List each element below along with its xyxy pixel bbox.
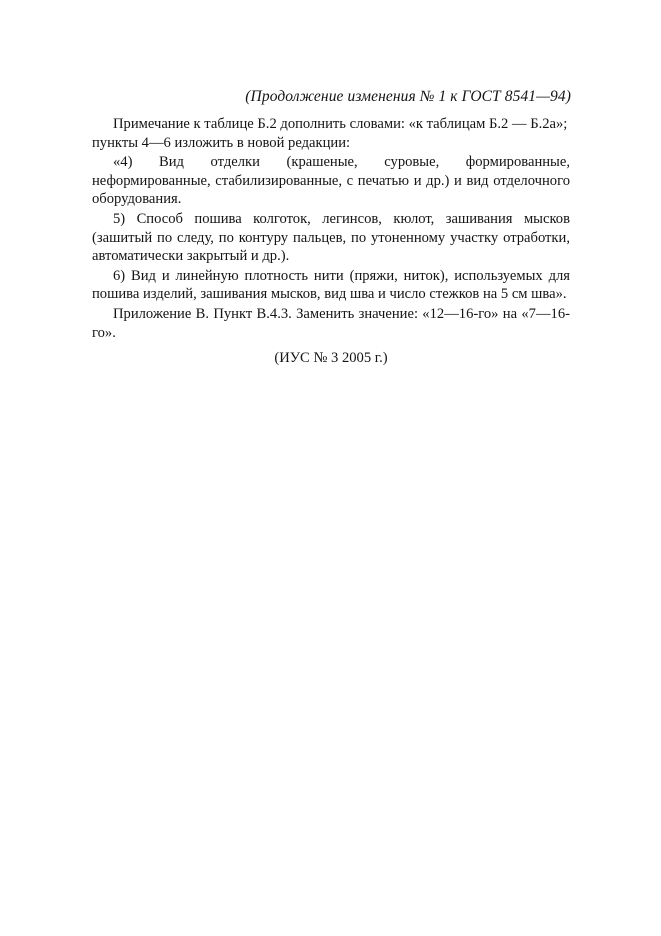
paragraph-item-4: «4) Вид отделки (крашеные, суровые, формированные, неформированные, стабилизированные, с печатью и др.) и вид отделочного оборудования.: [92, 154, 570, 208]
page-header: (Продолжение изменения № 1 к ГОСТ 8541—94): [245, 88, 571, 105]
paragraph-appendix-v: Приложение В. Пункт В.4.3. Заменить значение: «12—16-го» на «7—16-го».: [92, 305, 570, 341]
document-body: [92, 115, 570, 342]
paragraph-item-6: 6) Вид и линейную плотность нити (пряжи, ниток), используемых для пошива изделий, зашивания мысков, вид шва и число стежков на 5 см шва».: [92, 267, 570, 303]
source-reference: (ИУС № 3 2005 г.): [274, 350, 388, 366]
paragraph-note-table-b2: Примечание к таблице Б.2 дополнить словами: «к таблицам Б.2 — Б.2а»; пункты 4—6 изложить в новой редакции:: [92, 116, 568, 151]
paragraph-item-5: 5) Способ пошива колготок, легинсов, кюлот, зашивания мысков (зашитый по следу, по контуру пальцев, по утоненному участку отработки, автоматически закрытый и др.).: [92, 210, 570, 265]
